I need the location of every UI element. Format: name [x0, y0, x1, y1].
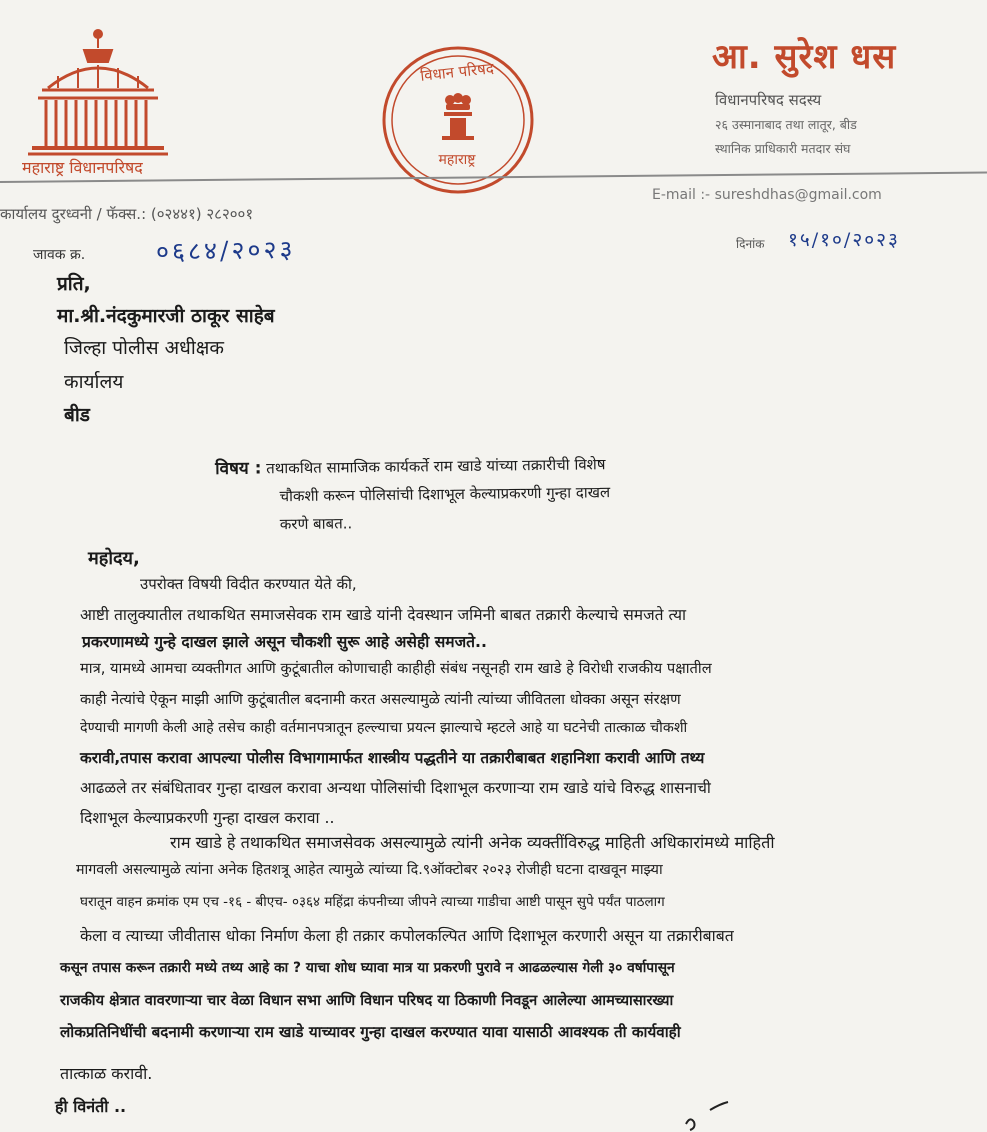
body-line: घरातून वाहन क्रमांक एम एच -१६ - बीएच- ०३६४ महिंद्रा कंपनीच्या जीपने त्याच्या गाडीचा आष्टी पासून सुपे पर्यंत पाठलाग [80, 894, 665, 910]
seal-top-text: विधान परिषद [419, 59, 495, 85]
office-phone: कार्यालय दुरध्वनी / फॅक्स.: (०२४४१) २८२००१ [0, 205, 254, 223]
body-line: दिशाभूल केल्याप्रकरणी गुन्हा दाखल करावा .. [80, 809, 335, 827]
seal-bottom-text: महाराष्ट्र [438, 152, 476, 168]
body-line: लोकप्रतिनिधींची बदनामी करणाऱ्या राम खाडे याच्यावर गुन्हा दाखल करण्यात यावा यासाठी आवश्यक ती कार्यवाही [60, 1023, 681, 1041]
body-line: राम खाडे हे तथाकथित समाजसेवक असल्यामुळे त्यांनी अनेक व्यक्तींविरुद्ध माहिती अधिकारांमध्ये माहिती [170, 833, 775, 852]
addressee-to: प्रति, [57, 273, 91, 295]
sender-name: आ. सुरेश धस [712, 37, 897, 77]
body-line: तात्काळ करावी. [60, 1064, 153, 1083]
body-line: मागवली असल्यामुळे त्यांना अनेक हितशत्रू आहेत त्यामुळे त्यांच्या दि.९ऑक्टोबर २०२३ रोजीही घटना दाखवून माझ्या [76, 862, 663, 878]
body-line: केला व त्याच्या जीवीतास धोका निर्माण केला ही तक्रार कपोलकल्पित आणि दिशाभूल करणारी असून या तक्रारीबाबत [80, 926, 734, 945]
body-line: आष्टी तालुक्यातील तथाकथित समाजसेवक राम खाडे यांनी देवस्थान जमिनी बाबत तक्रारी केल्याचे समजते त्या [80, 606, 687, 624]
addressee-office: कार्यालय [64, 371, 124, 393]
sender-role: विधानपरिषद सदस्य [715, 91, 822, 109]
subject-line1: तथाकथित सामाजिक कार्यकर्ते राम खाडे यांच्या तक्रारीची विशेष [266, 455, 606, 478]
sender-address-line1: २६ उस्मानाबाद तथा लातूर, बीड [715, 117, 857, 132]
body-line: राजकीय क्षेत्रात वावरणाऱ्या चार वेळा विधान सभा आणि विधान परिषद या ठिकाणी निवडून आलेल्या आमच्यासारख्या [60, 992, 674, 1009]
sender-address-line2: स्थानिक प्राधिकारी मतदार संघ [715, 141, 851, 156]
body-line: करावी,तपास करावा आपल्या पोलीस विभागामार्फत शास्त्रीय पद्धतीने या तक्रारीबाबत शहानिशा करावी आणि तथ्य [80, 749, 705, 767]
reference-number: ०६८४/२०२३ [155, 234, 296, 267]
subject-line3: करणे बाबत.. [279, 514, 353, 534]
date-label: दिनांक [736, 237, 765, 251]
left-logo-caption: महाराष्ट्र विधानपरिषद [22, 158, 143, 177]
body-line: आढळले तर संबंधितावर गुन्हा दाखल करावा अन्यथा पोलिसांची दिशाभूल करणाऱ्या राम खाडे यांचे विरुद्ध शासनाची [80, 779, 711, 797]
body-line: मात्र, यामध्ये आमचा व्यक्तीगत आणि कुटूंबातील कोणाचाही काहीही संबंध नसूनही राम खाडे हे विरोधी राजकीय पक्षातील [80, 660, 712, 677]
subject-line2: चौकशी करून पोलिसांची दिशाभूल केल्याप्रकरणी गुन्हा दाखल [279, 483, 611, 506]
salutation: महोदय, [88, 548, 140, 569]
body-line: देण्याची मागणी केली आहे तसेच काही वर्तमानपत्रातून हल्ल्याचा प्रयत्न झाल्याचे म्हटले आहे या घटनेची तात्काळ चौकशी [80, 720, 688, 736]
addressee-designation: जिल्हा पोलीस अधीक्षक [64, 337, 224, 359]
subject-block [215, 448, 776, 539]
subject-label: विषय : [215, 458, 262, 479]
signature-scribble [680, 1098, 740, 1132]
reference-label: जावक क्र. [33, 247, 86, 263]
body-line: उपरोक्त विषयी विदीत करण्यात येते की, [140, 575, 357, 593]
body-line: कसून तपास करून तक्रारी मध्ये तथ्य आहे का ? याचा शोध घ्यावा मात्र या प्रकरणी पुरावे न आढळल्यास गेली ३० वर्षापासून [60, 960, 675, 976]
addressee-city: बीड [64, 404, 90, 426]
sender-email: E-mail :- sureshdhas@gmail.com [652, 187, 882, 203]
body-line: प्रकरणामध्ये गुन्हे दाखल झाले असून चौकशी सुरू आहे असेही समजते.. [82, 633, 487, 651]
addressee-name: मा.श्री.नंदकुमारजी ठाकूर साहेब [57, 305, 275, 327]
letter-date: १५/१०/२०२३ [788, 229, 900, 251]
body-line: काही नेत्यांचे ऐकून माझी आणि कुटूंबातील बदनामी करत असल्यामुळे त्यांनी त्यांच्या जीवितला धोक्का असून संरक्षण [80, 691, 681, 708]
closing: ही विनंती .. [55, 1097, 127, 1116]
